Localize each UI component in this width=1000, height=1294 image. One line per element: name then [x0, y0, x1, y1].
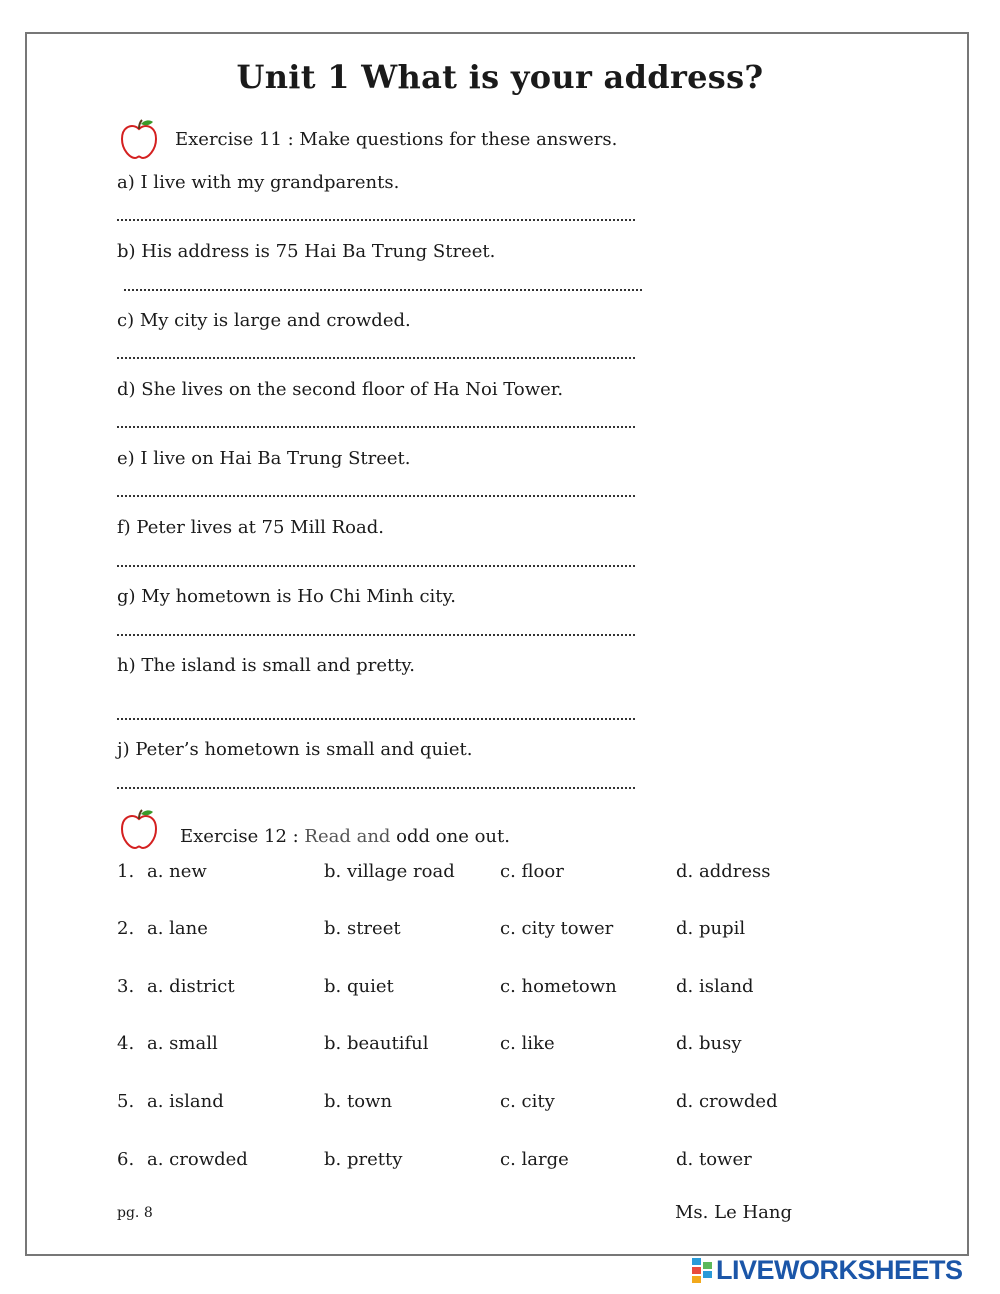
option-d[interactable]: d. tower [676, 1149, 752, 1170]
option-a[interactable]: a. district [147, 976, 235, 997]
apple-icon [119, 808, 159, 850]
choice-row-4 [117, 1033, 817, 1059]
row-number: 5. [117, 1091, 135, 1112]
question-a: a) I live with my grandparents. [117, 172, 400, 193]
question-e: e) I live on Hai Ba Trung Street. [117, 448, 411, 469]
option-a[interactable]: a. lane [147, 918, 208, 939]
option-d[interactable]: d. crowded [676, 1091, 778, 1112]
answer-line-b[interactable] [124, 288, 642, 292]
option-c[interactable]: c. like [500, 1033, 555, 1054]
choice-row-6 [117, 1149, 817, 1175]
row-number: 3. [117, 976, 135, 997]
option-c[interactable]: c. city tower [500, 918, 614, 939]
answer-line-c[interactable] [117, 356, 635, 360]
row-number: 4. [117, 1033, 135, 1054]
answer-line-g[interactable] [117, 633, 635, 637]
apple-icon [119, 118, 159, 160]
answer-line-d[interactable] [117, 425, 635, 429]
option-a[interactable]: a. small [147, 1033, 218, 1054]
author-name: Ms. Le Hang [675, 1202, 792, 1223]
option-b[interactable]: b. town [324, 1091, 393, 1112]
question-f: f) Peter lives at 75 Mill Road. [117, 517, 384, 538]
choice-row-3 [117, 976, 817, 1002]
choice-row-1 [117, 861, 817, 887]
option-c[interactable]: c. large [500, 1149, 569, 1170]
question-j: j) Peter’s hometown is small and quiet. [117, 739, 473, 760]
option-d[interactable]: d. pupil [676, 918, 746, 939]
exercise-12-heading-suffix: odd one out. [390, 826, 510, 847]
option-d[interactable]: d. island [676, 976, 754, 997]
answer-line-f[interactable] [117, 564, 635, 568]
row-number: 2. [117, 918, 135, 939]
option-b[interactable]: b. village road [324, 861, 455, 882]
answer-line-a[interactable] [117, 218, 635, 222]
option-d[interactable]: d. address [676, 861, 771, 882]
exercise-12-heading-read: Read and [304, 826, 391, 847]
answer-line-j[interactable] [117, 786, 635, 790]
page-title: Unit 1 What is your address? [236, 58, 764, 96]
answer-line-e[interactable] [117, 494, 635, 498]
option-c[interactable]: c. hometown [500, 976, 617, 997]
option-b[interactable]: b. beautiful [324, 1033, 429, 1054]
row-number: 6. [117, 1149, 135, 1170]
option-a[interactable]: a. new [147, 861, 207, 882]
option-a[interactable]: a. crowded [147, 1149, 248, 1170]
exercise-11-heading: Exercise 11 : Make questions for these answers. [175, 129, 618, 150]
page-border [25, 32, 969, 1256]
brand-name: LIVEWORKSHEETS [716, 1255, 963, 1285]
option-c[interactable]: c. floor [500, 861, 564, 882]
option-b[interactable]: b. pretty [324, 1149, 403, 1170]
exercise-12-heading [180, 826, 510, 847]
option-b[interactable]: b. quiet [324, 976, 394, 997]
row-number: 1. [117, 861, 135, 882]
question-d: d) She lives on the second floor of Ha Noi Tower. [117, 379, 564, 400]
brand-blocks-icon [692, 1258, 714, 1284]
option-d[interactable]: d. busy [676, 1033, 742, 1054]
option-b[interactable]: b. street [324, 918, 401, 939]
option-c[interactable]: c. city [500, 1091, 555, 1112]
option-a[interactable]: a. island [147, 1091, 224, 1112]
question-g: g) My hometown is Ho Chi Minh city. [117, 586, 457, 607]
question-h: h) The island is small and pretty. [117, 655, 415, 676]
answer-line-h[interactable] [117, 717, 635, 721]
page-number: pg. 8 [117, 1205, 153, 1221]
question-b: b) His address is 75 Hai Ba Trung Street. [117, 241, 496, 262]
choice-row-5 [117, 1091, 817, 1117]
exercise-12-heading-prefix: Exercise 12 : [180, 826, 305, 847]
choice-row-2 [117, 918, 817, 944]
question-c: c) My city is large and crowded. [117, 310, 411, 331]
